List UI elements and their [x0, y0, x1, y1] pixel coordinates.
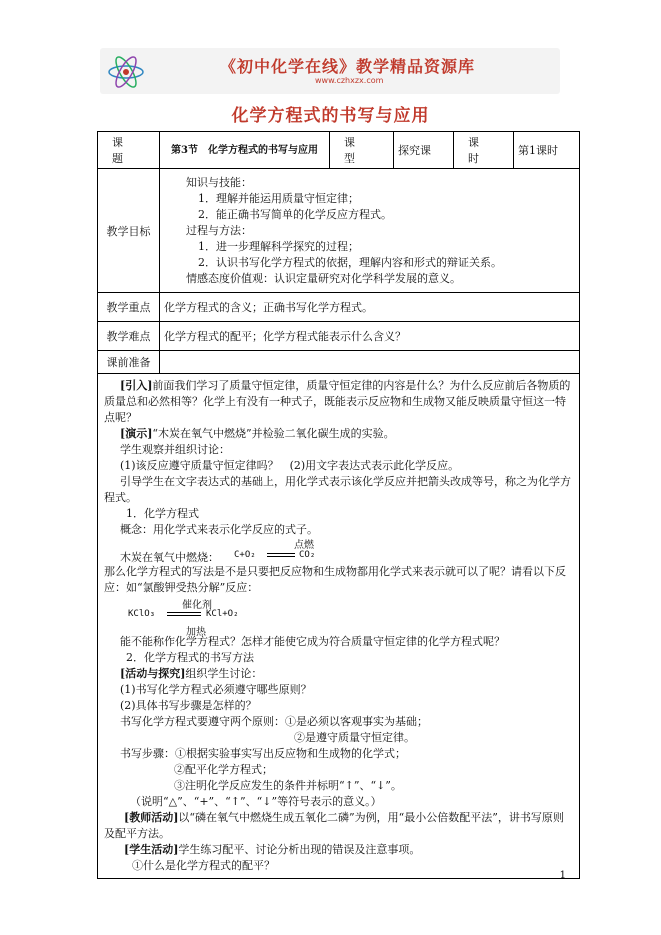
hours-value: 第1课时 — [514, 132, 580, 169]
question-2: 那么化学方程式的写法是不是只要把反应物和生成物都用化学式来表示就可以了呢？请看以下反应：如“氯酸钾受热分解”反应： — [104, 565, 566, 594]
objective-line: 知识与技能： — [186, 175, 252, 189]
guide-text: 引导学生在文字表达式的基础上，用化学式表示该化学反应并把箭头改成等号，称之为化学方程式。 — [104, 475, 571, 504]
intro-text: 前面我们学习了质量守恒定律，质量守恒定律的内容是什么？为什么反应前后各物质的质量总和必然相等？化学上有没有一种式子，既能表示反应物和生成物又能反映质量守恒这一特点呢？ — [104, 379, 571, 424]
difficulties-value: 化学方程式的配平；化学方程式能表示什么含义？ — [160, 322, 580, 351]
eq1-label: 木炭在氧气中燃烧： — [120, 551, 219, 564]
activity-text: 组织学生讨论： — [185, 667, 263, 680]
step-3: ③注明化学反应发生的条件并标明“↑”、“↓”。 — [174, 779, 402, 792]
preparation-row — [98, 351, 580, 374]
objective-line: 1．进一步理解科学探究的过程； — [198, 239, 359, 253]
objective-line: 情感态度价值观：认识定量研究对化学科学发展的意义。 — [186, 271, 461, 285]
section-1-title: 1．化学方程式 — [126, 507, 199, 520]
eq2-right: KCl+O₂ — [206, 609, 239, 619]
equation-carbon-combustion — [104, 538, 573, 564]
last-question: ①什么是化学方程式的配平？ — [132, 859, 275, 872]
difficulties-row — [98, 322, 580, 351]
eq1-condition: 点燃 — [294, 540, 314, 551]
student-tag: [学生活动] — [124, 843, 179, 856]
objective-line: 1．理解并能运用质量守恒定律； — [198, 191, 359, 205]
section-2-title: 2．化学方程式的书写方法 — [126, 651, 254, 664]
preparation-label: 课前准备 — [98, 351, 160, 374]
teacher-tag: [教师活动] — [124, 811, 179, 824]
student-text: 学生练习配平、讨论分析出现的错误及注意事项。 — [178, 843, 421, 856]
eq2-catalyst: 催化剂 — [182, 600, 212, 611]
objectives-content — [160, 169, 580, 293]
key-points-value: 化学方程式的含义；正确书写化学方程式。 — [160, 293, 580, 322]
principles-intro: 书写化学方程式要遵守两个原则：①是必须以客观事实为基础； — [120, 715, 428, 728]
eq2-equals-sign — [167, 612, 201, 616]
activity-tag: [活动与探究] — [120, 667, 186, 680]
intro-tag: [引入] — [120, 379, 153, 392]
step-2: ②配平化学方程式； — [174, 763, 273, 776]
eq1-equals-sign — [267, 553, 295, 557]
objective-line: 过程与方法： — [186, 223, 252, 237]
activity-question-2: (2)具体书写步骤是怎样的？ — [120, 699, 257, 712]
question-1: (1)该反应遵守质量守恒定律吗？ (2)用文字表达式表示此化学反应。 — [120, 459, 460, 472]
preparation-value — [160, 351, 580, 374]
document-title: 化学方程式的书写与应用 — [231, 106, 430, 126]
objectives-label: 教学目标 — [98, 169, 160, 293]
banner-title: 《初中化学在线》教学精品资源库 — [220, 57, 476, 76]
key-points-label: 教学重点 — [98, 293, 160, 322]
eq2-left: KClO₃ — [128, 609, 156, 619]
observe-text: 学生观察并组织讨论： — [120, 443, 230, 456]
key-points-row — [98, 293, 580, 322]
hours-label: 课 时 — [454, 132, 514, 169]
atom-logo-icon — [106, 52, 146, 92]
section-1-concept: 概念：用化学式来表示化学反应的式子。 — [120, 523, 318, 536]
objectives-row — [98, 169, 580, 293]
principle-2: ②是遵守质量守恒定律。 — [294, 731, 415, 744]
type-label: 课 型 — [330, 132, 394, 169]
topic-label: 课 题 — [98, 132, 160, 169]
difficulties-label: 教学难点 — [98, 322, 160, 351]
banner-url[interactable]: www.czhxzx.com — [315, 76, 384, 85]
teaching-process-row — [98, 374, 580, 879]
eq1-right: CO₂ — [299, 550, 316, 560]
eq1-left: C+O₂ — [234, 550, 256, 560]
activity-question-1: (1)书写化学方程式必须遵守哪些原则？ — [120, 683, 312, 696]
objective-line: 2．认识书写化学方程式的依据，理解内容和形式的辩证关系。 — [198, 255, 502, 269]
type-value: 探究课 — [394, 132, 454, 169]
objective-line: 2．能正确书写简单的化学反应方程式。 — [198, 207, 392, 221]
header-banner — [100, 48, 560, 94]
demo-text: “木炭在氧气中燃烧”并检验二氧化碳生成的实验。 — [152, 427, 395, 440]
steps-intro: 书写步骤：①根据实验事实写出反应物和生成物的化学式； — [120, 747, 406, 760]
symbols-note: （说明“△”、“+”、“↑”、“↓”等符号表示的意义。） — [130, 795, 382, 808]
equation-kclo3-decomposition — [104, 596, 573, 638]
lesson-plan-table — [97, 131, 580, 879]
teaching-process-content — [98, 374, 580, 879]
header-row — [98, 132, 580, 169]
demo-tag: [演示] — [120, 427, 153, 440]
teacher-text: 以“磷在氧气中燃烧生成五氧化二磷”为例，用“最小公倍数配平法”，讲书写原则及配平方法。 — [104, 811, 564, 840]
question-3: 能不能称作化学方程式？怎样才能使它成为符合质量守恒定律的化学方程式呢？ — [120, 635, 505, 648]
topic-value: 第3节 化学方程式的书写与应用 — [160, 132, 330, 169]
page-number: 1 — [559, 870, 566, 881]
eq2-heat: 加热 — [186, 627, 206, 638]
